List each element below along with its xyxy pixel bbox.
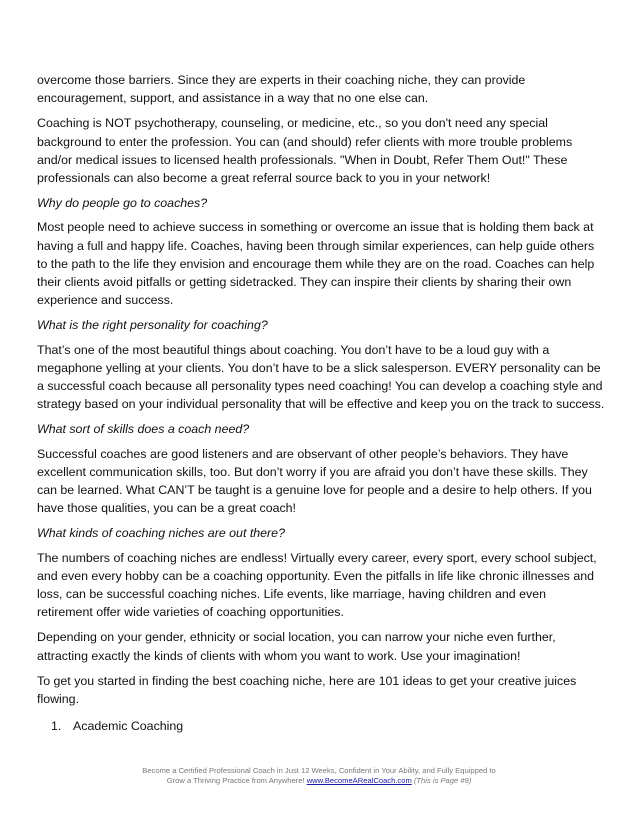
question-niches: What kinds of coaching niches are out there? [37, 526, 285, 541]
footer-line-2 [0, 776, 638, 786]
footer-page-note: (This is Page #9) [411, 776, 472, 785]
question-personality: What is the right personality for coaching? [37, 318, 268, 333]
paragraph-niches: The numbers of coaching niches are endless! Virtually every career, every sport, every school subject, and even every hobby can be a coaching opportunity. Even the pitfalls in life like chronic illnesses and loss, can be successful coaching niches. Life events, like marriage, having children and even retirement offer wide varieties of coaching opportunities. [37, 550, 597, 620]
paragraph-why-coaches: Most people need to achieve success in something or overcome an issue that is holding them back at having a full and happy life. Coaches, having been through similar experiences, can help guide others to the path to the life they envision and encourage them while they are on the road. Coaches can help their clients avoid pitfalls or getting sidetracked. They can inspire their clients by sharing their own experience and success. [37, 220, 595, 308]
question-why-coaches: Why do people go to coaches? [37, 196, 208, 211]
question-skills: What sort of skills does a coach need? [37, 422, 250, 437]
list-item-number: 1. [51, 719, 62, 734]
paragraph-skills: Successful coaches are good listeners and are observant of other people’s behaviors. They have excellent communication skills, too. But don’t worry if you are afraid you don’t have these skills. They can be learned. What CAN’T be taught is a genuine love for people and a desire to help others. If you have those qualities, you can be a great coach! [37, 446, 592, 516]
footer-line-1: Become a Certified Professional Coach in Just 12 Weeks, Confident in Your Ability, and Fully Equipped to [142, 766, 496, 775]
list-item-text: Academic Coaching [73, 719, 184, 734]
page-footer [0, 766, 638, 786]
paragraph-barriers: overcome those barriers. Since they are experts in their coaching niche, they can provide encouragement, support, and assistance in a way that no one else can. [37, 73, 526, 106]
list-item [51, 717, 605, 735]
paragraph-narrow-niche: Depending on your gender, ethnicity or social location, you can narrow your niche even further, attracting exactly the kinds of clients with whom you want to work. Use your imagination! [37, 630, 556, 663]
document-body [37, 71, 605, 735]
paragraph-personality: That’s one of the most beautiful things about coaching. You don’t have to be a loud guy with a megaphone yelling at your clients. You don’t have to be a slick salesperson. EVERY personality can be a successful coach because all personality types need coaching! You can develop a coaching style and strategy based on your individual personality that will be effective and keep you on the track to success. [37, 342, 605, 412]
footer-line-2-text: Grow a Thriving Practice from Anywhere! [166, 776, 307, 785]
paragraph-101-ideas: To get you started in finding the best coaching niche, here are 101 ideas to get your creative juices flowing. [37, 673, 577, 707]
footer-website-link[interactable]: www.BecomeARealCoach.com [306, 776, 412, 785]
paragraph-not-psychotherapy: Coaching is NOT psychotherapy, counseling, or medicine, etc., so you don't need any special background to enter the profession. You can (and should) refer clients with more trouble problems and/or medical issues to licensed health professionals. "When in Doubt, Refer Them Out!" These professionals can also become a great referral source back to you in your network! [37, 116, 573, 186]
niche-list [37, 717, 605, 735]
